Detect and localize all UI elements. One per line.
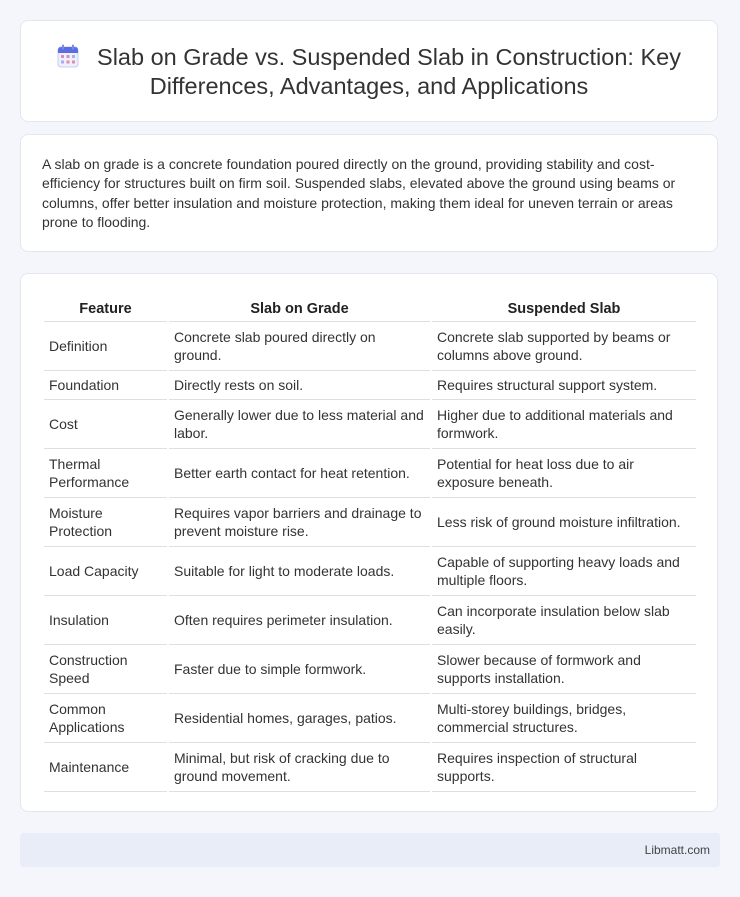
slab-on-grade-cell: Better earth contact for heat retention. [169,449,430,498]
suspended-slab-cell: Capable of supporting heavy loads and multiple floors. [432,547,696,596]
page-title-wrap [21,43,717,101]
header-suspended-slab: Suspended Slab [432,295,696,322]
feature-cell: Common Applications [44,694,167,743]
footer-brand-link[interactable]: Libmatt.com [644,843,710,857]
suspended-slab-cell: Requires structural support system. [432,371,696,400]
table-row [44,498,696,547]
suspended-slab-cell: Concrete slab supported by beams or columns above ground. [432,322,696,371]
intro-card [20,134,718,252]
table-row [44,596,696,645]
table-row [44,645,696,694]
page-title: Slab on Grade vs. Suspended Slab in Construction: Key Differences, Advantages, and Applications [97,44,681,99]
table-row [44,743,696,792]
feature-cell: Load Capacity [44,547,167,596]
slab-on-grade-cell: Concrete slab poured directly on ground. [169,322,430,371]
table-row [44,694,696,743]
intro-paragraph: A slab on grade is a concrete foundation poured directly on the ground, providing stability and cost-efficiency for structures built on firm soil. Suspended slabs, elevated above the ground using beams or columns, offer better insulation and moisture protection, making them ideal for uneven terrain or areas prone to flooding. [42,156,676,231]
slab-on-grade-cell: Faster due to simple formwork. [169,645,430,694]
suspended-slab-cell: Multi-storey buildings, bridges, commercial structures. [432,694,696,743]
feature-cell: Insulation [44,596,167,645]
suspended-slab-cell: Higher due to additional materials and formwork. [432,400,696,449]
header-slab-on-grade: Slab on Grade [169,295,430,322]
slab-on-grade-cell: Directly rests on soil. [169,371,430,400]
feature-cell: Definition [44,322,167,371]
slab-on-grade-cell: Suitable for light to moderate loads. [169,547,430,596]
suspended-slab-cell: Requires inspection of structural supports. [432,743,696,792]
slab-on-grade-cell: Requires vapor barriers and drainage to prevent moisture rise. [169,498,430,547]
footer-bar [20,833,720,867]
slab-on-grade-cell: Often requires perimeter insulation. [169,596,430,645]
suspended-slab-cell: Slower because of formwork and supports installation. [432,645,696,694]
feature-cell: Maintenance [44,743,167,792]
comparison-table [42,295,698,792]
slab-on-grade-cell: Minimal, but risk of cracking due to ground movement. [169,743,430,792]
feature-cell: Construction Speed [44,645,167,694]
table-row [44,547,696,596]
table-header-row [44,295,696,322]
feature-cell: Cost [44,400,167,449]
calendar-icon [57,44,79,68]
slab-on-grade-cell: Generally lower due to less material and labor. [169,400,430,449]
table-row [44,322,696,371]
table-row [44,449,696,498]
suspended-slab-cell: Less risk of ground moisture infiltration. [432,498,696,547]
feature-cell: Moisture Protection [44,498,167,547]
table-row [44,371,696,400]
header-feature: Feature [44,295,167,322]
suspended-slab-cell: Can incorporate insulation below slab easily. [432,596,696,645]
suspended-slab-cell: Potential for heat loss due to air exposure beneath. [432,449,696,498]
feature-cell: Foundation [44,371,167,400]
slab-on-grade-cell: Residential homes, garages, patios. [169,694,430,743]
feature-cell: Thermal Performance [44,449,167,498]
table-row [44,400,696,449]
title-card [20,20,718,122]
comparison-card [20,273,718,812]
